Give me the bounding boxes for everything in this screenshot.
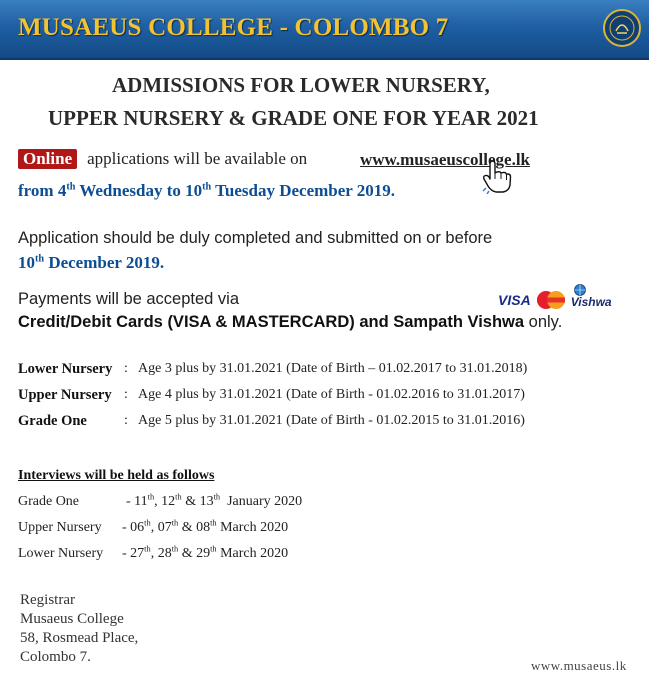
vishwa-logo-text: Vishwa: [570, 295, 612, 309]
payment-logos: [498, 288, 612, 312]
payments-methods: Credit/Debit Cards (VISA & MASTERCARD) and Sampath Vishwa only.: [18, 313, 563, 331]
registrar-address: [20, 591, 138, 667]
eligibility-table: [18, 361, 638, 439]
vishwa-logo: [570, 288, 612, 312]
interviews-heading: Interviews will be held as follows: [18, 468, 215, 483]
pointer-hand-icon: [482, 160, 512, 199]
application-deadline: 10th December 2019.: [18, 253, 165, 272]
heading-line-2: UPPER NURSERY & GRADE ONE FOR YEAR 2021: [48, 106, 539, 130]
eligibility-row: Upper Nursery : Age 4 plus by 31.01.2021 (Date of Birth - 01.02.2016 to 31.01.2017): [18, 387, 525, 403]
interview-row: Lower Nursery - 27th, 28th & 29th March 2020: [18, 544, 289, 561]
interview-row: Grade One - 11th, 12th & 13th January 2020: [18, 492, 303, 509]
online-line: [18, 149, 307, 169]
footer-website: www.musaeus.lk: [531, 658, 627, 673]
heading-line-1: ADMISSIONS FOR LOWER NURSERY,: [112, 73, 490, 97]
visa-logo: VISA: [498, 292, 531, 308]
application-instruction: Application should be duly completed and submitted on or before: [18, 229, 493, 247]
address-line-4: Colombo 7.: [20, 649, 91, 665]
college-crest-icon: [603, 9, 641, 47]
availability-period: from 4th Wednesday to 10th Tuesday December 2019.: [18, 181, 396, 200]
address-line-3: 58, Rosmead Place,: [20, 630, 139, 646]
address-line-1: Registrar: [20, 592, 75, 608]
online-text: applications will be available on: [87, 149, 308, 168]
college-name-title: MUSAEUS COLLEGE - COLOMBO 7: [18, 14, 449, 41]
payments-intro: Payments will be accepted via: [18, 290, 240, 308]
eligibility-row: Grade One : Age 5 plus by 31.01.2021 (Date of Birth - 01.02.2015 to 31.01.2016): [18, 413, 525, 429]
address-line-2: Musaeus College: [20, 611, 124, 627]
mastercard-logo-icon: [535, 290, 567, 310]
eligibility-row: Lower Nursery : Age 3 plus by 31.01.2021 (Date of Birth – 01.02.2017 to 31.01.2018): [18, 361, 528, 377]
interview-row: Upper Nursery - 06th, 07th & 08th March 2020: [18, 518, 289, 535]
college-website-link[interactable]: www.musaeuscollege.lk: [360, 150, 530, 169]
interviews-schedule: [18, 494, 518, 572]
online-badge: Online: [18, 149, 77, 169]
